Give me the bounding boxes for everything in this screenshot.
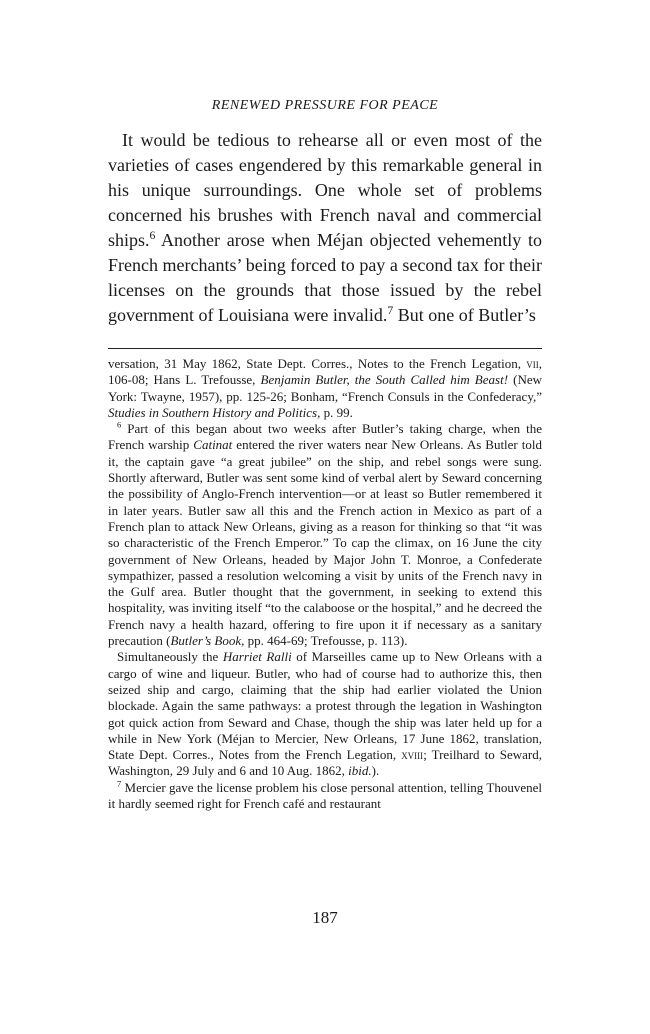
- fn-text: , pp. 464-69; Trefousse, p. 113).: [241, 633, 408, 649]
- footnote-6-continued: [108, 649, 542, 779]
- fn-ibid: ibid.: [348, 763, 372, 779]
- fn-book-title: Butler’s Book: [170, 633, 242, 649]
- fn-text: , p. 99.: [317, 404, 353, 420]
- footnote-7: [108, 780, 542, 813]
- footnote-number-6: 6: [117, 419, 122, 430]
- footnote-rule: [108, 348, 542, 349]
- fn-text: of Marseilles came up to New Orleans with a cargo of wine and liqueur. Butler, who had of course had to authorize this, then seized ship and cargo, claiming that the ship had earlier violated the Union blockade. Again the same pathways: a protest through the legation in Washington got quick action from Seward and Chase, though the ship was later held up for a while in New York (Méjan to Mercier, New Orleans, 17 June 1862, translation, State Dept. Corres., Notes from the French Legation,: [108, 649, 542, 763]
- fn-ship-name: Harriet Ralli: [222, 649, 292, 665]
- fn-text: ).: [371, 763, 380, 779]
- fn-book-title: Studies in Southern History and Politics: [108, 404, 318, 420]
- body-text-a: It would be tedious to rehearse all or even most of the varieties of cases engendered by this remarkable general in his unique surroundings. One whole set of problems concerned his brushes with French naval and commercial ships.: [108, 130, 542, 250]
- fn-ship-name: Catinat: [193, 437, 233, 453]
- fn-text: Simultaneously the: [117, 649, 223, 665]
- body-paragraph: [108, 128, 542, 328]
- body-text-c: But one of Butler’s: [393, 305, 536, 325]
- footnote-ref-7: 7: [387, 304, 394, 317]
- footnote-6: [108, 421, 542, 649]
- fn-text: ; Treilhard to Seward, Washington, 29 July and 6 and 10 Aug. 1862,: [108, 747, 542, 779]
- fn-roman-volume: xviii: [401, 747, 424, 763]
- fn-text: (New York: Twayne, 1957), pp. 125-26; Bonham, “French Consuls in the Confederacy,”: [108, 372, 542, 404]
- fn-text: Mercier gave the license problem his close personal attention, telling Thouvenel it hardly seemed right for French café and restaurant: [108, 779, 542, 812]
- footnote-continuation: [108, 356, 542, 421]
- running-head: RENEWED PRESSURE FOR PEACE: [211, 98, 439, 113]
- fn-roman-volume: vii: [526, 356, 539, 371]
- footnote-ref-6: 6: [149, 229, 156, 242]
- fn-text: entered the river waters near New Orleans. As Butler told it, the captain gave “a great jubilee” on the ship, and rebel songs were sung. Shortly afterward, Butler was sent some kind of verbal alert by Seward concerning the possibility of Anglo-French intervention—or at least so Butler remembered it in later years. Butler saw all this and the French action in Mexico as part of a French plan to attack New Orleans, giving as a reason for thinking so that “it was so characteristic of the French Emperor.” To cap the climax, on 16 June the city government of New Orleans, headed by Major John T. Monroe, a Confederate sympathizer, passed a resolution welcoming a visit by units of the French navy in the Gulf area. Butler thought that the government, in seeking to extend this hospitality, was inviting itself “to the calaboose or the hospital,” and he decreed the French navy a health hazard, offering to fire upon it if necessary as a sanitary precaution (: [108, 437, 542, 649]
- body-text-b: Another arose when Méjan objected vehemently to French merchants’ being forced to pay a second tax for their licenses on the grounds that those issued by the rebel government of Louisiana were invalid.: [108, 230, 542, 325]
- footnotes: [108, 356, 542, 812]
- page-number: 187: [312, 908, 338, 927]
- fn-text: versation, 31 May 1862, State Dept. Corres., Notes to the French Legation,: [108, 356, 527, 371]
- page-content: [108, 96, 542, 812]
- fn-text: Part of this began about two weeks after Butler’s taking charge, when the French warship: [108, 421, 542, 453]
- fn-book-title: Benjamin Butler, the South Called him Beast!: [260, 372, 509, 388]
- footnote-number-7: 7: [117, 778, 122, 789]
- fn-text: , 106-08; Hans L. Trefousse,: [108, 356, 542, 388]
